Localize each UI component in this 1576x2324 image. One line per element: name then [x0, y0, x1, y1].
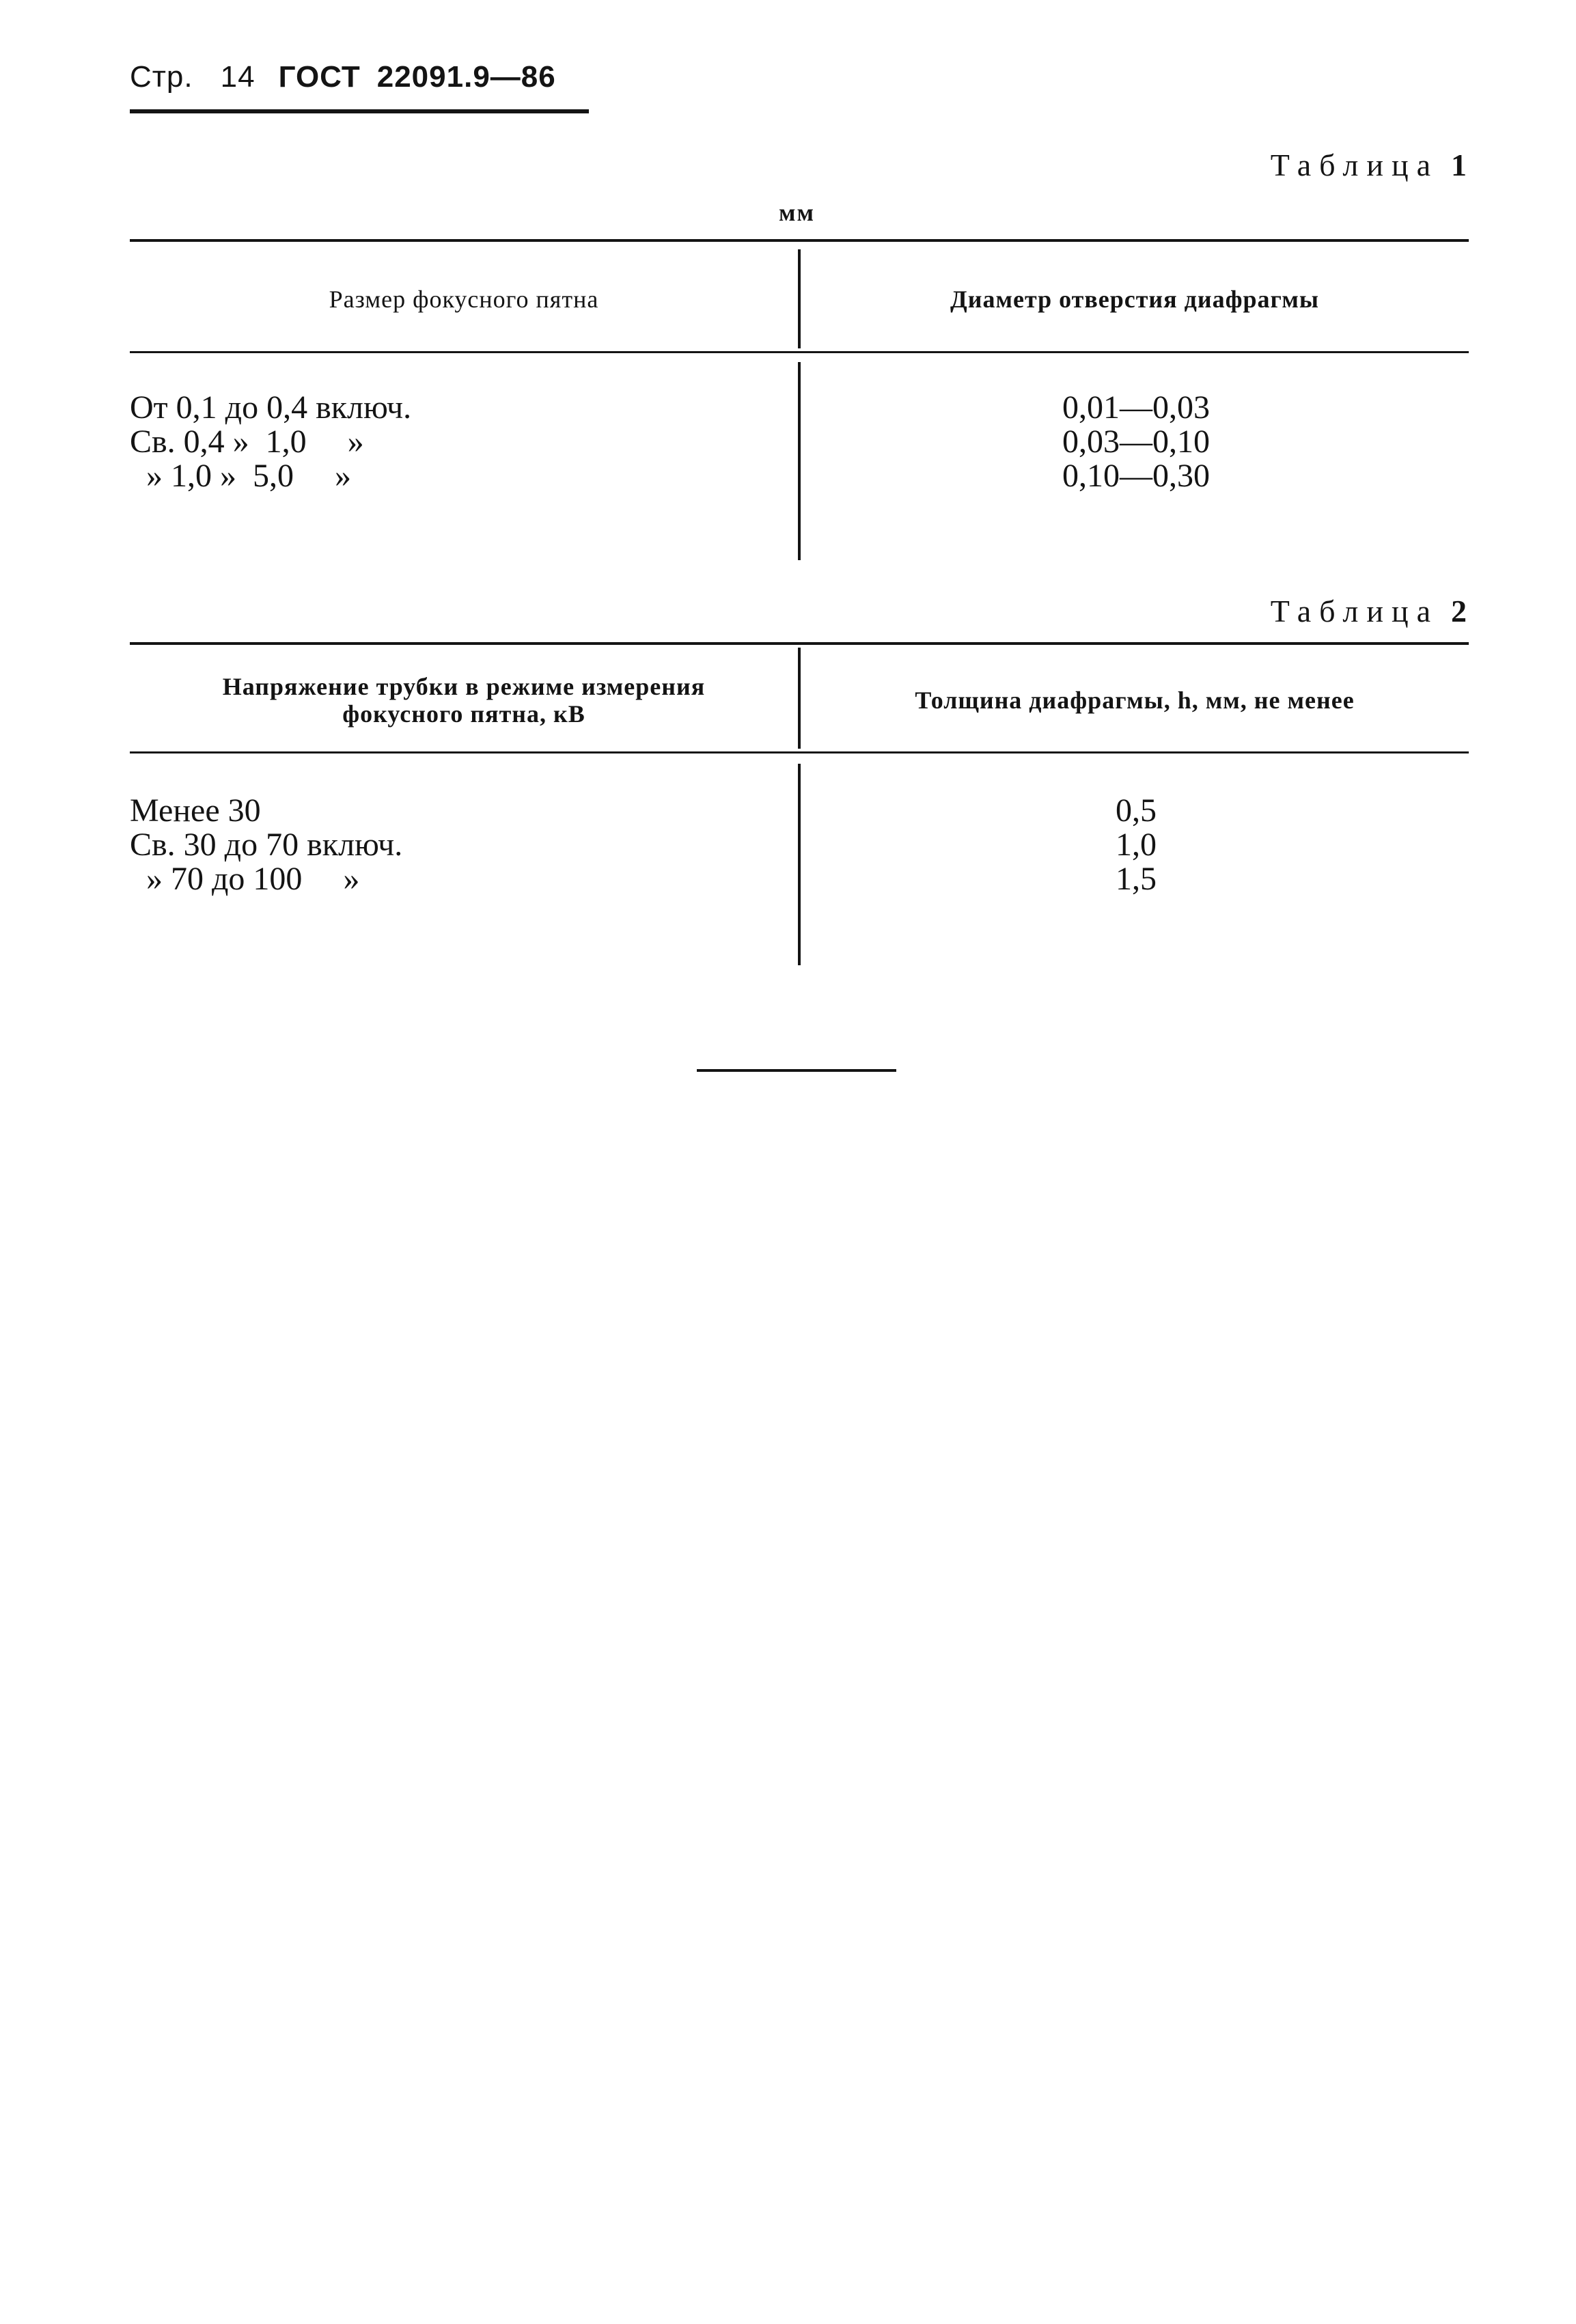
header-underline: [130, 109, 589, 113]
table1-col1-header: Размер фокусного пятна: [329, 286, 599, 313]
table1-row2-diameter: 0,03—0,10: [1062, 424, 1210, 460]
table1-row3-size: » 1,0 » 5,0 »: [130, 458, 351, 494]
table2-col1-header-line1: Напряжение трубки в режиме измерения: [222, 673, 706, 700]
table2-caption-number: 2: [1451, 594, 1467, 628]
table2-row1-voltage: Менее 30: [130, 792, 261, 829]
standard-number: 22091.9—86: [376, 60, 556, 94]
table1-caption-number: 1: [1451, 148, 1467, 182]
page-label: Стр.: [130, 60, 193, 94]
table2-col1-header-line2: фокусного пятна, кВ: [342, 700, 585, 728]
table2-col1-header: [130, 673, 798, 728]
table1-col2-header: Диаметр отверстия диафрагмы: [950, 286, 1320, 313]
table1-body-divider: [798, 362, 801, 560]
table1-caption: [1271, 147, 1467, 183]
table2-col2-header: Толщина диафрагмы, h, мм, не менее: [915, 687, 1355, 714]
table2-row3-voltage: » 70 до 100 »: [130, 861, 360, 897]
end-of-section-rule: [697, 1069, 896, 1072]
page-header: [130, 60, 556, 108]
table2-body-divider: [798, 764, 801, 965]
page-number: 14: [220, 60, 255, 94]
table2-caption-word: Таблица: [1270, 594, 1439, 628]
table1-unit: мм: [779, 199, 816, 226]
table1-caption-word: Таблица: [1270, 148, 1439, 182]
table2-row2-voltage: Св. 30 до 70 включ.: [130, 827, 403, 863]
table1-row1-size: От 0,1 до 0,4 включ.: [130, 389, 412, 426]
standard-label: ГОСТ: [278, 60, 361, 94]
table2-row3-thickness: 1,5: [1116, 861, 1157, 897]
table2-caption: [1271, 593, 1467, 629]
table2-row1-thickness: 0,5: [1116, 792, 1157, 829]
table2-row2-thickness: 1,0: [1116, 827, 1157, 863]
table2-top-rule: [130, 642, 1469, 645]
table2-header-rule: [130, 751, 1469, 753]
table1-row1-diameter: 0,01—0,03: [1062, 389, 1210, 426]
table1-header-rule: [130, 351, 1469, 353]
table1-top-rule: [130, 239, 1469, 242]
table1-row2-size: Св. 0,4 » 1,0 »: [130, 424, 364, 460]
table1-row3-diameter: 0,10—0,30: [1062, 458, 1210, 494]
